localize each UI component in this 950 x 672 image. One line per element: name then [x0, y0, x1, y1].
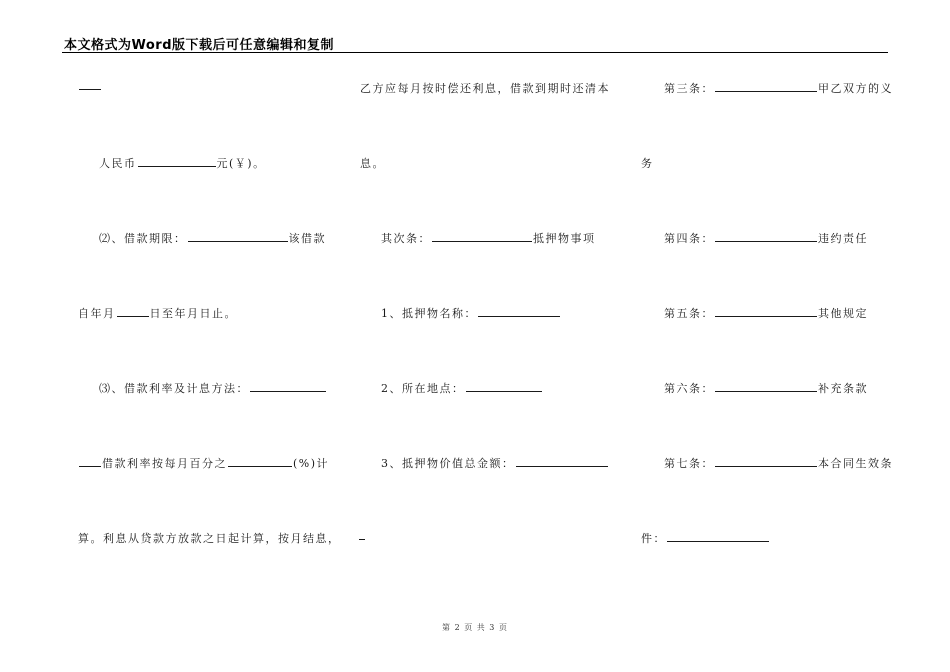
text: 其他规定 [818, 307, 868, 320]
text: 人民币 [99, 157, 137, 170]
fill-blank [228, 457, 292, 467]
fill-blank [715, 307, 817, 317]
col2-line-6 [381, 455, 609, 471]
fill-blank [79, 457, 101, 467]
text: 该借款 [288, 232, 326, 245]
text: 甲乙双方的义 [818, 82, 893, 95]
fill-blank [516, 457, 608, 467]
fill-blank [117, 307, 149, 317]
col3-line-5 [664, 380, 868, 396]
text: 第五条： [664, 307, 714, 320]
col2-line-1 [360, 80, 610, 96]
fill-blank [188, 232, 288, 242]
text: 违约责任 [818, 232, 868, 245]
text: 务 [641, 157, 654, 170]
col1-line-2 [99, 155, 266, 171]
col2-line-3 [381, 230, 596, 246]
fill-blank [250, 382, 326, 392]
text: 抵押物事项 [533, 232, 596, 245]
fill-blank [79, 80, 101, 90]
fill-blank [478, 307, 560, 317]
col3-line-7 [641, 530, 770, 546]
text: 日至年月日止。 [149, 307, 237, 320]
col1-line-6 [78, 455, 329, 471]
fill-blank [667, 532, 769, 542]
fill-blank [138, 157, 216, 167]
text: 第六条： [664, 382, 714, 395]
text: 自年月 [78, 307, 116, 320]
fill-blank [432, 232, 532, 242]
text: 本合同生效条 [818, 457, 893, 470]
text: 第四条： [664, 232, 714, 245]
text: 其次条： [381, 232, 431, 245]
page-number-footer: 第 2 页 共 3 页 [442, 623, 508, 632]
col3-line-3 [664, 230, 868, 246]
text: 3、抵押物价值总金额： [381, 457, 515, 470]
fill-blank [715, 232, 817, 242]
text: ⑵、借款期限： [99, 232, 187, 245]
text: 算。利息从贷款方放款之日起计算，按月结息， [78, 532, 341, 545]
text: (%)计 [293, 457, 330, 470]
col3-line-2 [641, 155, 654, 171]
text: 1、抵押物名称： [381, 307, 477, 320]
col3-line-6 [664, 455, 893, 471]
text: ⑶、借款利率及计息方法： [99, 382, 249, 395]
document-header-title: 本文格式为Word版下载后可任意编辑和复制 [64, 38, 335, 53]
fill-blank [466, 382, 542, 392]
col3-line-1 [664, 80, 893, 96]
text: 息。 [360, 157, 385, 170]
col2-line-4 [381, 305, 561, 321]
col2-line-5 [381, 380, 543, 396]
text: 第三条： [664, 82, 714, 95]
col1-line-7 [78, 530, 341, 546]
col3-line-4 [664, 305, 868, 321]
text: 件： [641, 532, 666, 545]
col1-line-4 [78, 305, 237, 321]
col1-line-3 [99, 230, 326, 246]
fill-blank [359, 530, 365, 540]
col2-line-7 [358, 530, 366, 543]
fill-blank [715, 82, 817, 92]
text: 补充条款 [818, 382, 868, 395]
text: 乙方应每月按时偿还利息，借款到期时还清本 [360, 82, 610, 95]
text: 第七条： [664, 457, 714, 470]
col1-line-1 [78, 80, 102, 93]
fill-blank [715, 457, 817, 467]
fill-blank [715, 382, 817, 392]
col1-line-5 [99, 380, 327, 396]
text: 2、所在地点： [381, 382, 465, 395]
col2-line-2 [360, 155, 385, 171]
header-divider [62, 52, 888, 53]
text: 借款利率按每月百分之 [102, 457, 227, 470]
text: 元(￥)。 [216, 157, 266, 170]
